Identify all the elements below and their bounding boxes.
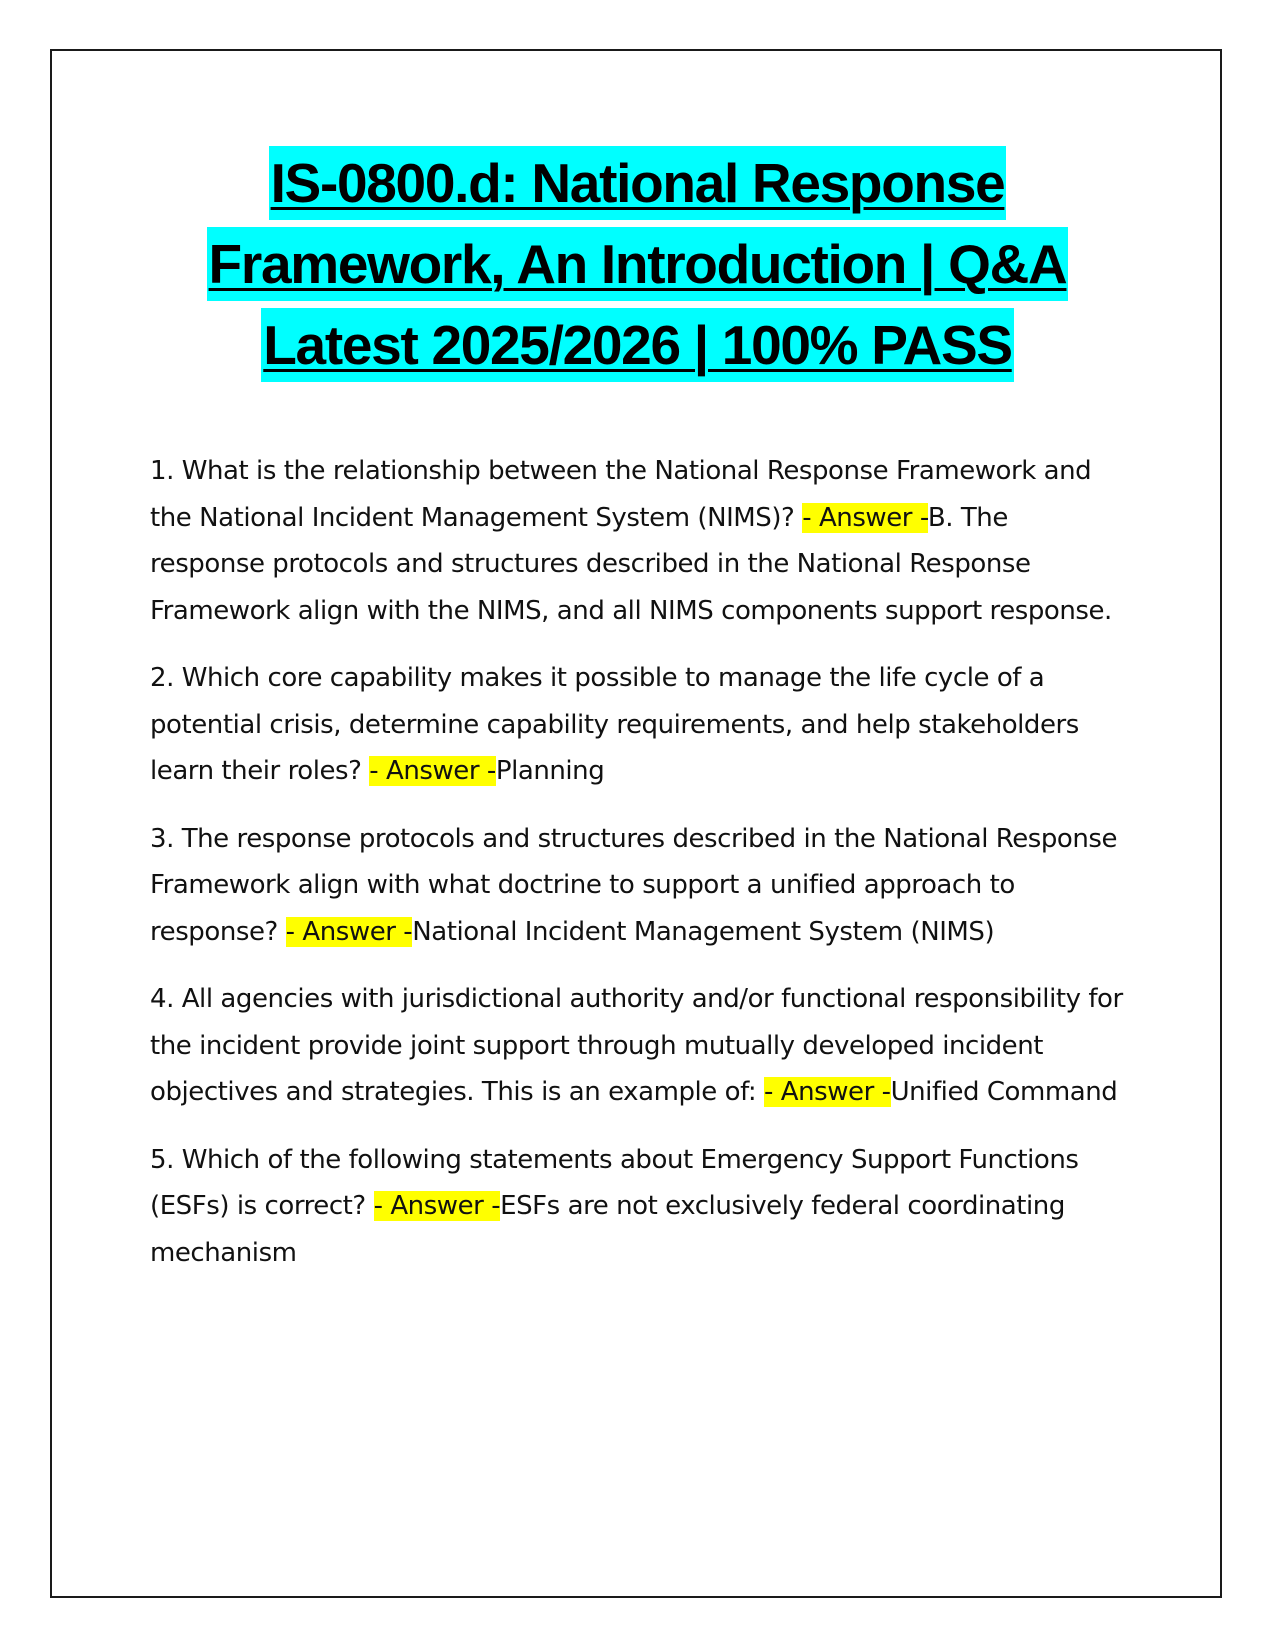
question-list	[150, 448, 1125, 1297]
answer-text: Planning	[495, 756, 605, 786]
title-line-2: Framework, An Introduction | Q&A	[207, 227, 1069, 301]
question-item-1	[150, 448, 1125, 634]
question-item-5	[150, 1137, 1125, 1277]
answer-marker: - Answer -	[802, 502, 928, 533]
answer-text: B. The response protocols and structures described in the National Response Framework align with the NIMS, and all NIMS components support response.	[150, 502, 1112, 626]
answer-text: National Incident Management System (NIMS)	[412, 916, 995, 947]
question-item-2	[150, 655, 1125, 795]
title-line-3: Latest 2025/2026 | 100% PASS	[261, 308, 1013, 382]
answer-text: ESFs are not exclusively federal coordinating mechanism	[150, 1191, 1065, 1268]
answer-marker: - Answer -	[373, 1191, 501, 1221]
question-text: 3. The response protocols and structures described in the National Response Framework align with what doctrine to support a unified approach to response?	[150, 823, 1118, 947]
title-line-1: IS-0800.d: National Response	[269, 146, 1007, 220]
answer-marker: - Answer -	[764, 1077, 891, 1107]
answer-marker: - Answer -	[369, 756, 496, 786]
answer-text: Unified Command	[890, 1077, 1118, 1107]
question-text: 5. Which of the following statements about Emergency Support Functions (ESFs) is correct?	[150, 1144, 1079, 1221]
document-title	[120, 146, 1155, 389]
question-item-4	[150, 976, 1125, 1116]
question-text: 4. All agencies with jurisdictional authority and/or functional responsibility for the incident provide joint support through mutually developed incident objectives and strategies. This is an example of:	[150, 984, 1123, 1107]
question-item-3	[150, 816, 1125, 956]
answer-marker: - Answer -	[285, 916, 413, 947]
question-text: 2. Which core capability makes it possible to manage the life cycle of a potential crisis, determine capability requirements, and help stakeholders learn their roles?	[150, 663, 1079, 786]
question-text: 1. What is the relationship between the National Response Framework and the National Incident Management System (NIMS)?	[150, 456, 1092, 533]
